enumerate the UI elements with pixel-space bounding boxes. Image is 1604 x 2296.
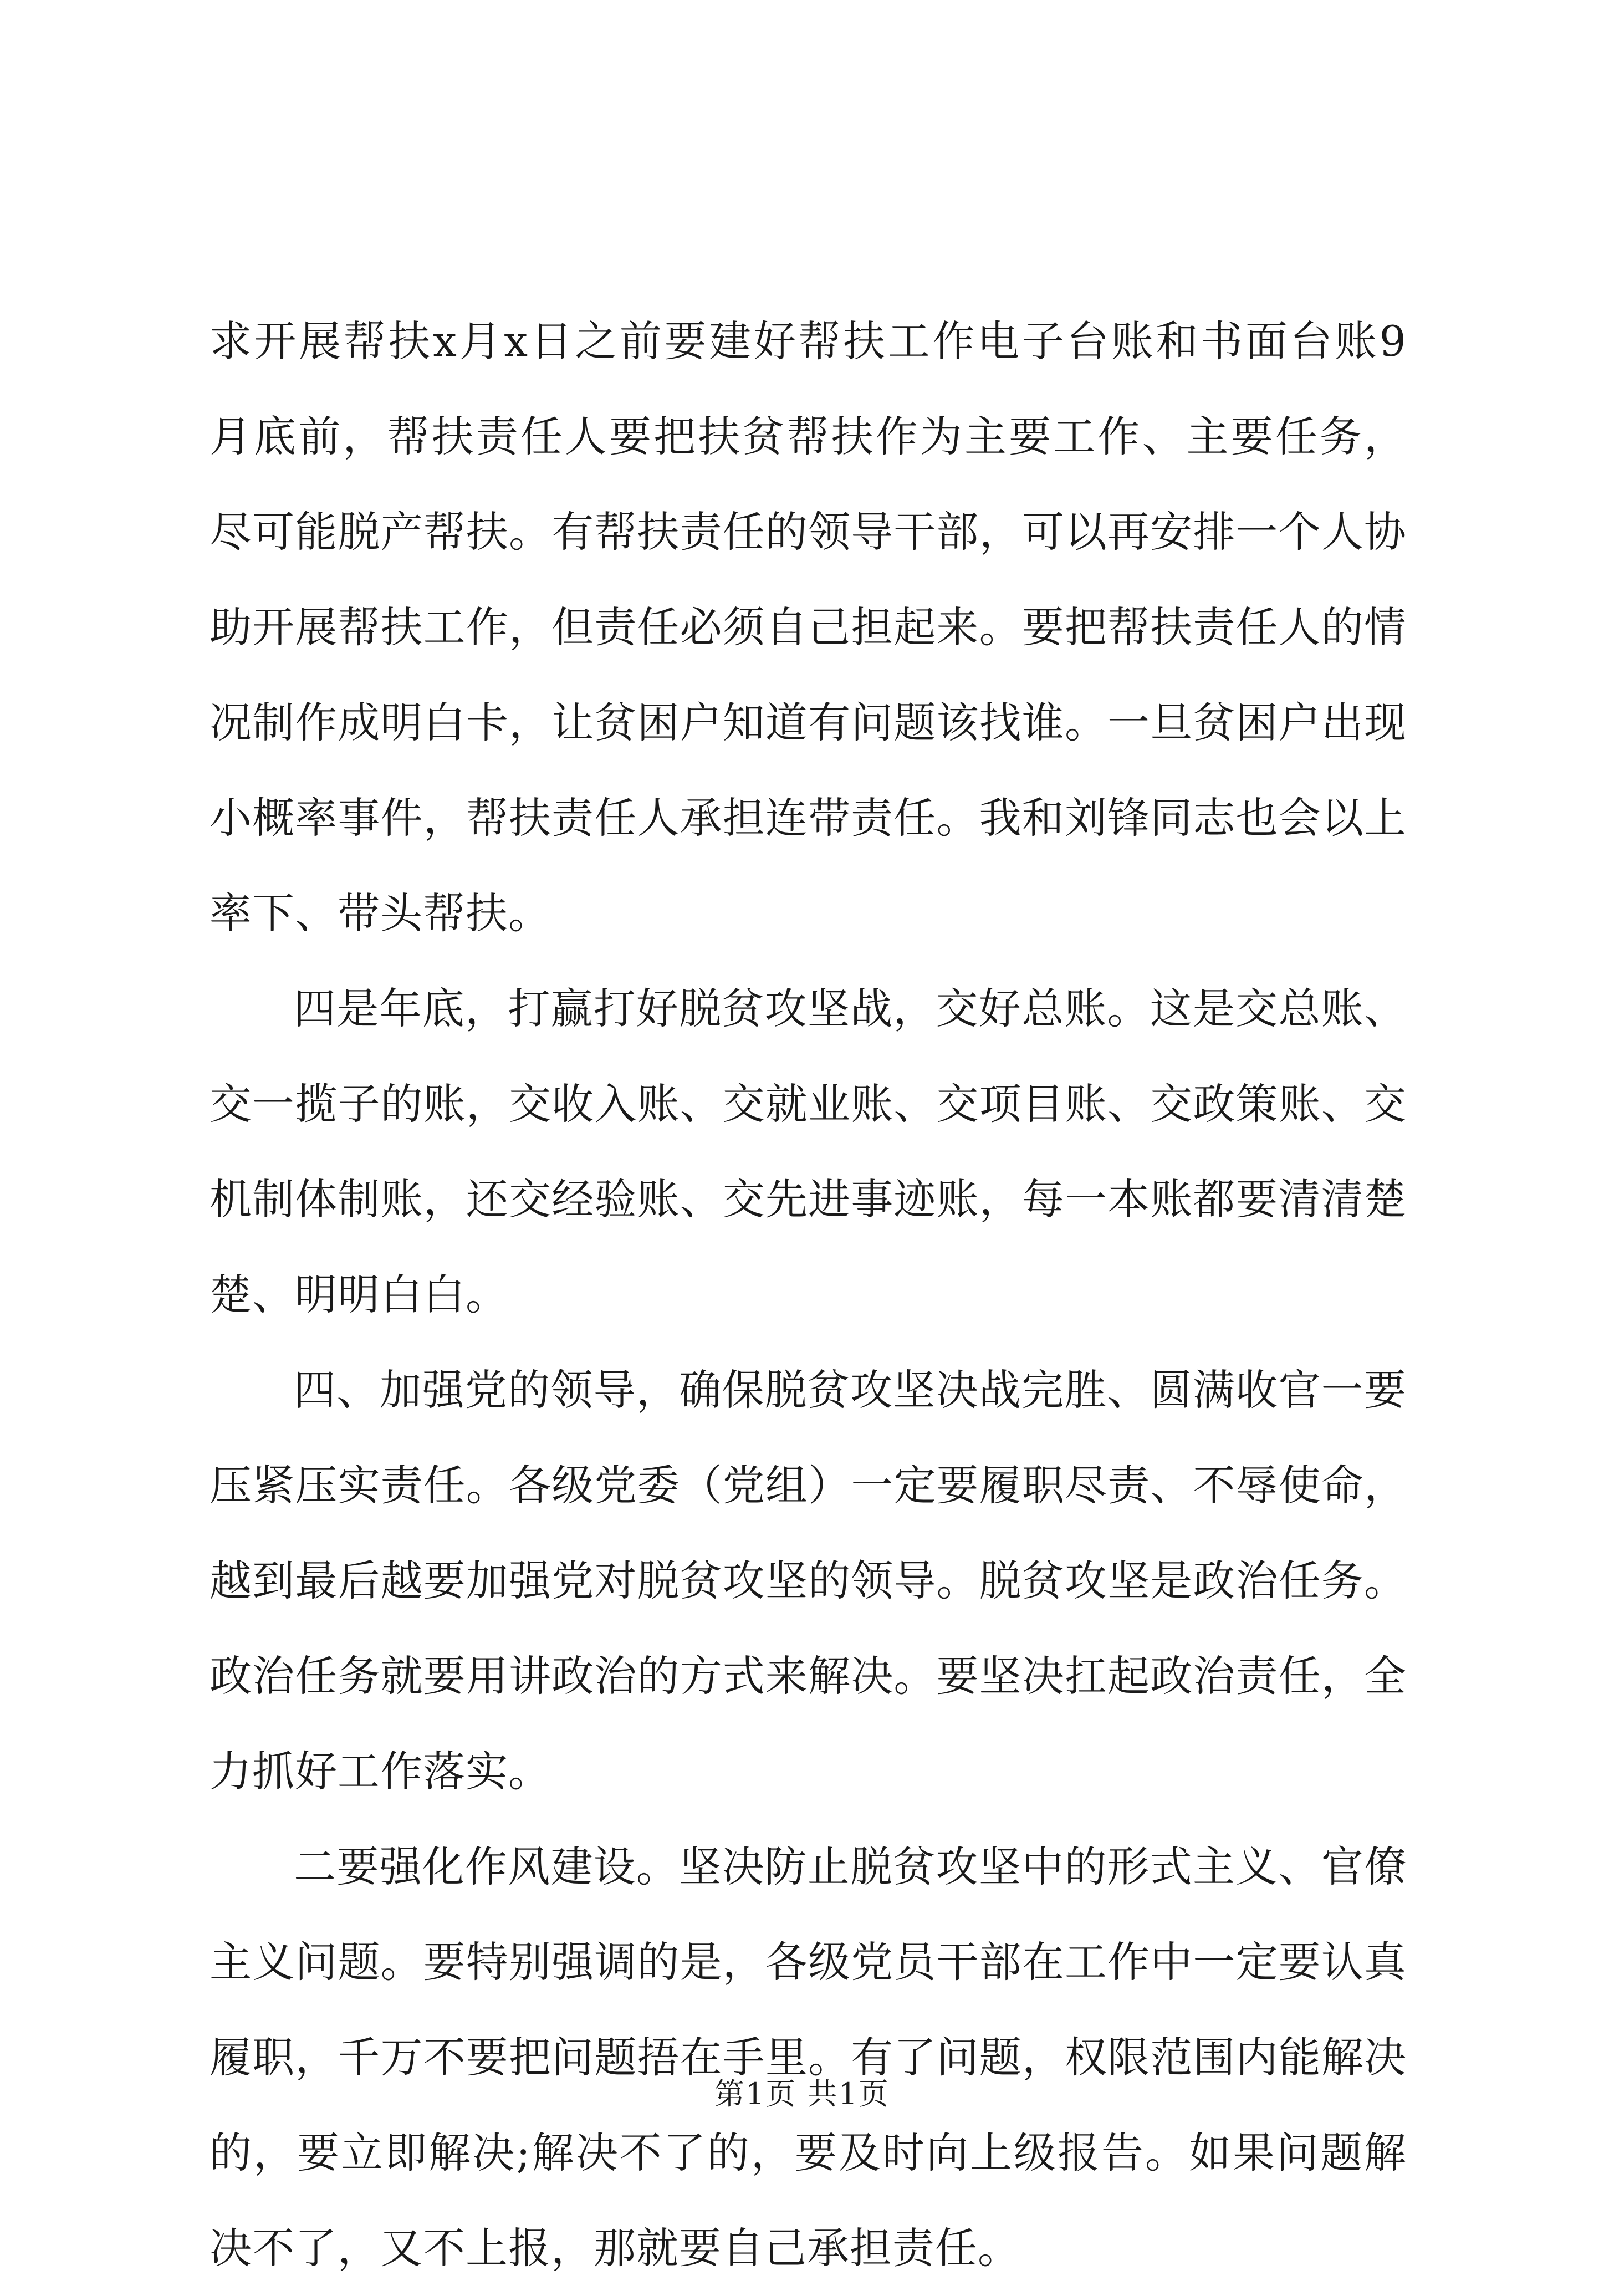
text-line: 求开展帮扶x月x日之前要建好帮扶工作电子台账和书面台账9 [210, 317, 1407, 366]
text-line: 力抓好工作落实。 [210, 1747, 551, 1796]
text-line: 主义问题。要特别强调的是，各级党员干部在工作中一定要认真 [210, 1937, 1407, 1987]
text-line: 越到最后越要加强党对脱贫攻坚的领导。脱贫攻坚是政治任务。 [210, 1556, 1407, 1605]
text-line: 压紧压实责任。各级党委（党组）一定要履职尽责、不辱使命， [210, 1461, 1407, 1510]
text-line: 交一揽子的账，交收入账、交就业账、交项目账、交政策账、交 [210, 1079, 1407, 1129]
text-line: 履职，千万不要把问题捂在手里。有了问题，权限范围内能解决 [210, 2033, 1407, 2082]
text-line: 况制作成明白卡，让贫困户知道有问题该找谁。一旦贫困户出现 [210, 698, 1407, 747]
text-line: 小概率事件，帮扶责任人承担连带责任。我和刘锋同志也会以上 [210, 793, 1407, 843]
page-number-footer: 第1页 共1页 [714, 2076, 890, 2111]
text-line: 二要强化作风建设。坚决防止脱贫攻坚中的形式主义、官僚 [294, 1842, 1407, 1891]
text-line: 尽可能脱产帮扶。有帮扶责任的领导干部，可以再安排一个人协 [210, 507, 1407, 557]
text-line: 机制体制账，还交经验账、交先进事迹账，每一本账都要清清楚 [210, 1175, 1407, 1224]
text-line: 助开展帮扶工作，但责任必须自己担起来。要把帮扶责任人的情 [210, 603, 1407, 652]
text-line: 率下、带头帮扶。 [210, 889, 551, 938]
text-line: 月底前，帮扶责任人要把扶贫帮扶作为主要工作、主要任务， [210, 412, 1407, 461]
paragraph-4 [210, 1819, 1407, 2296]
document-body [210, 294, 1407, 2296]
paragraph-3 [210, 1343, 1407, 1819]
text-line: 政治任务就要用讲政治的方式来解决。要坚决扛起政治责任，全 [210, 1651, 1407, 1701]
text-line: 决不了，又不上报，那就要自己承担责任。 [210, 2223, 1020, 2273]
text-line: 的，要立即解决;解决不了的，要及时向上级报告。如果问题解 [210, 2128, 1407, 2177]
paragraph-2 [210, 961, 1407, 1343]
text-line: 四是年底，打赢打好脱贫攻坚战，交好总账。这是交总账、 [294, 984, 1407, 1033]
paragraph-1 [210, 294, 1407, 961]
text-line: 四、加强党的领导，确保脱贫攻坚决战完胜、圆满收官一要 [294, 1365, 1407, 1415]
text-line: 楚、明明白白。 [210, 1270, 508, 1319]
